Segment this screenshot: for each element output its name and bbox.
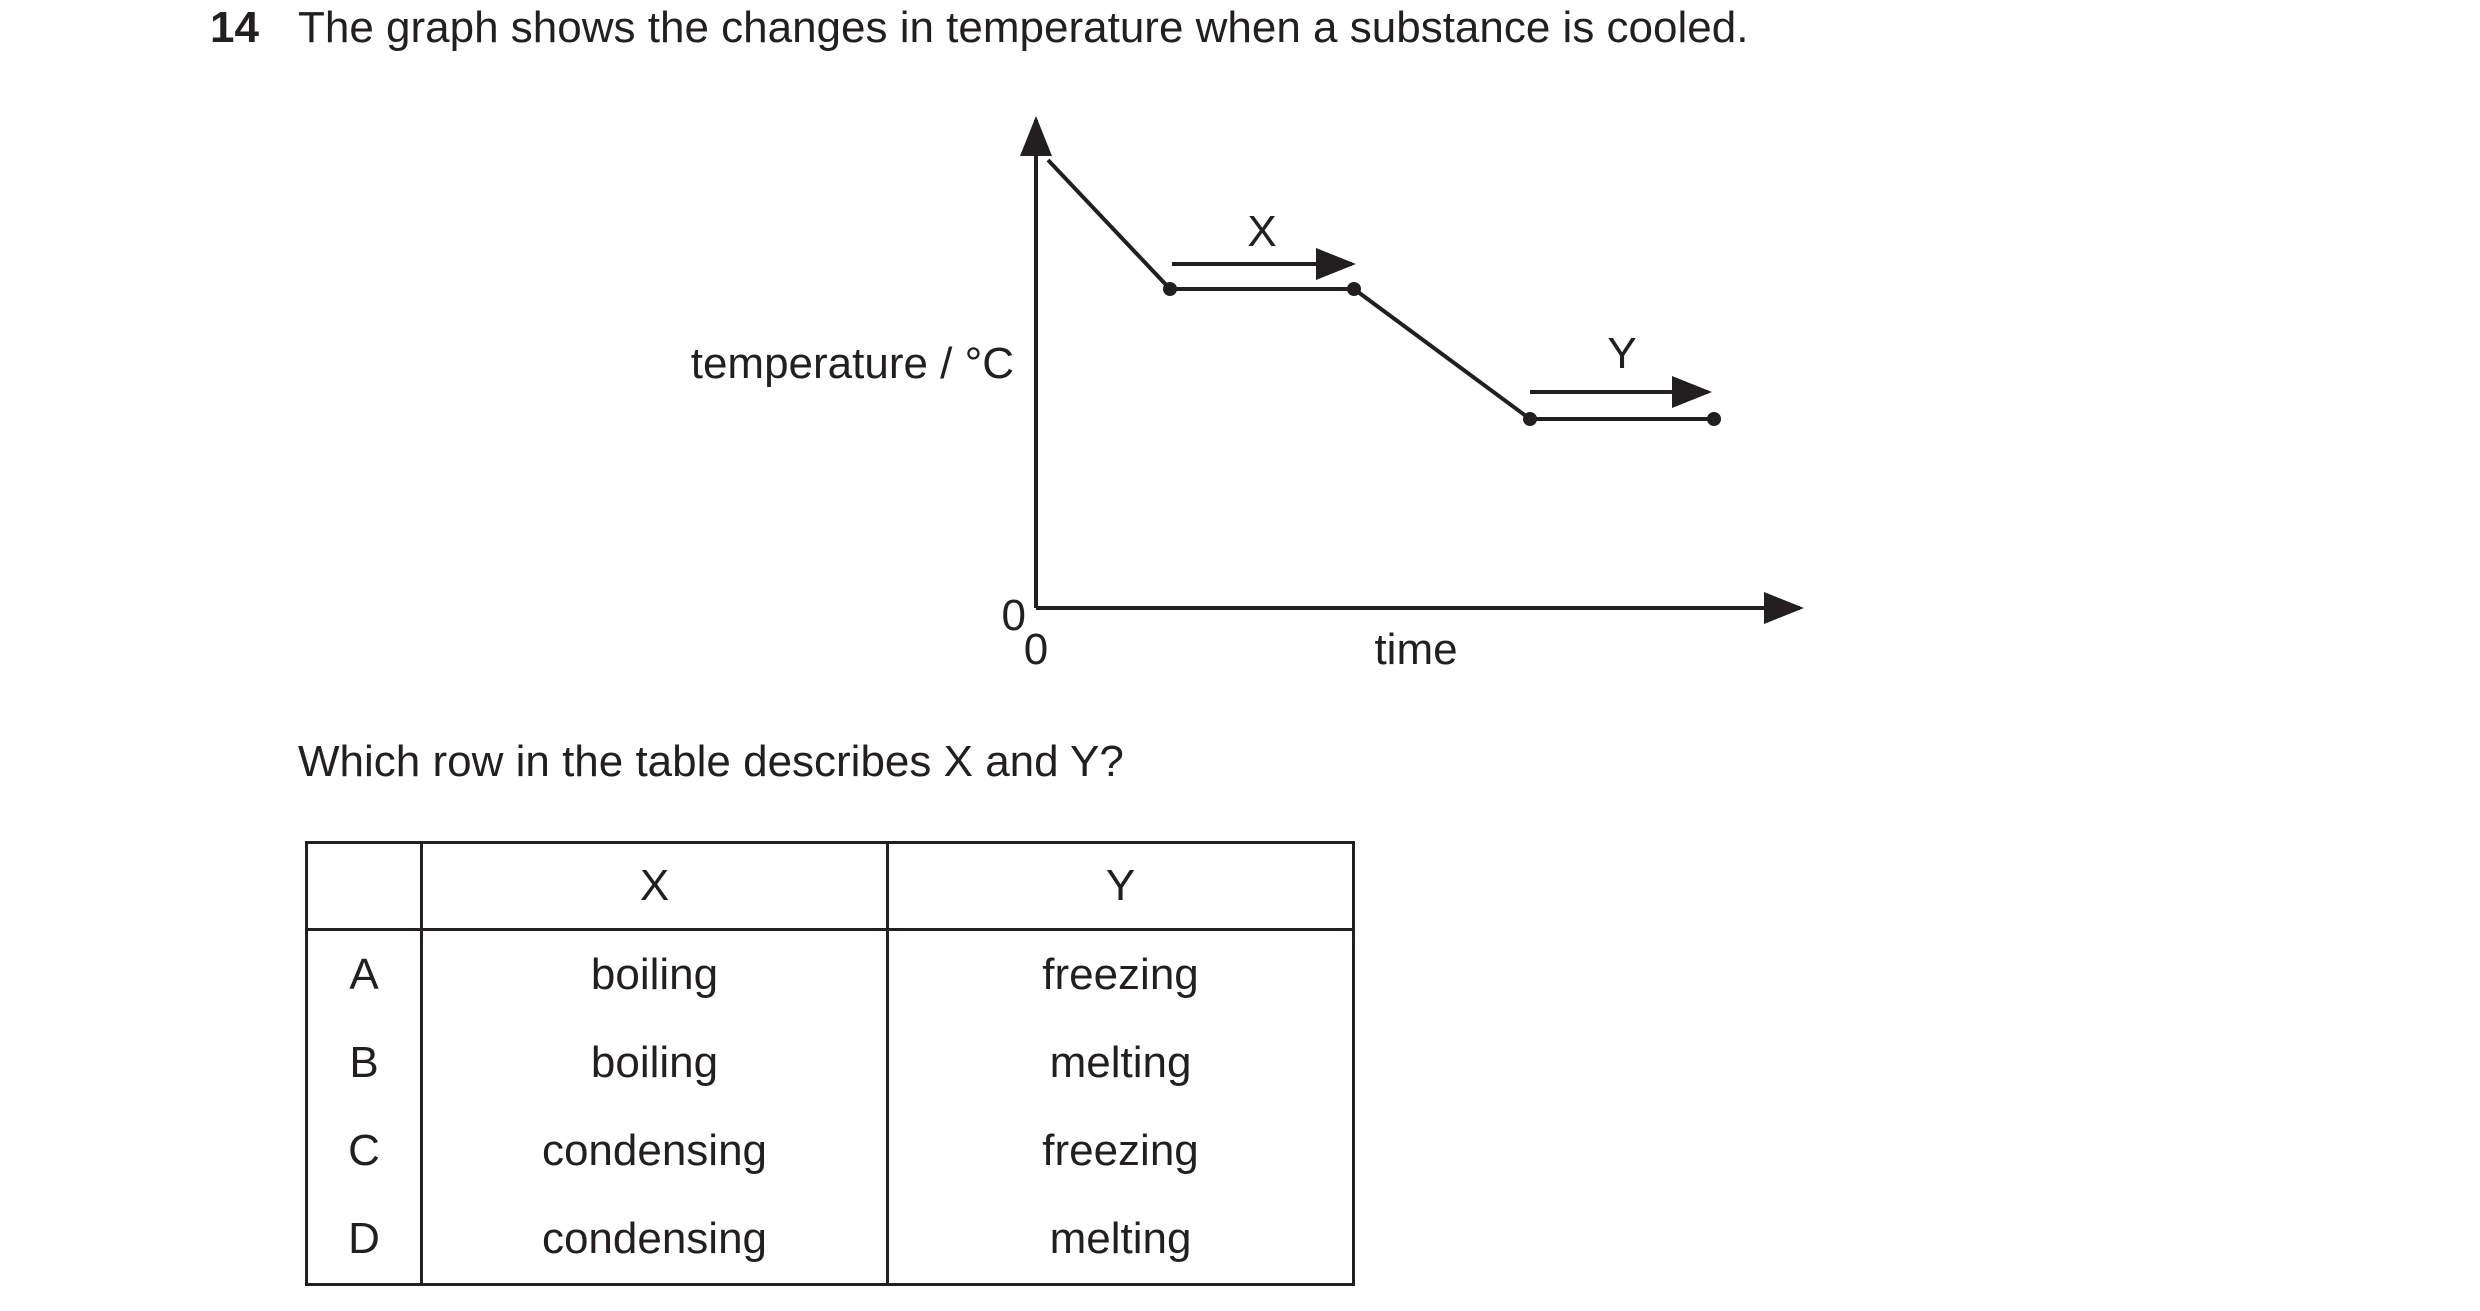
header-cell: Y [888,843,1354,930]
curve-point [1523,412,1537,426]
table-header-row [307,843,1354,930]
cell-x: condensing [422,1107,888,1195]
cell-x: boiling [422,930,888,1020]
sub-question-text: Which row in the table describes X and Y? [298,737,1124,786]
curve-point [1347,282,1361,296]
cell-y: freezing [888,930,1354,1020]
answer-table [305,841,1355,1286]
header-cell [307,843,422,930]
table-row [307,1195,1354,1285]
y-axis-label: temperature / °C [690,339,1014,388]
row-letter: B [307,1019,422,1107]
curve-point [1707,412,1721,426]
cell-x: boiling [422,1019,888,1107]
curve-point [1163,282,1177,296]
y-origin-label: 0 [1001,591,1026,640]
header-cell: X [422,843,888,930]
table-row [307,1019,1354,1107]
cell-y: melting [888,1019,1354,1107]
question-number: 14 [210,3,259,52]
label-y: Y [1607,329,1637,378]
x-origin-label: 0 [1023,625,1049,674]
row-letter: C [307,1107,422,1195]
x-axis-label: time [1374,625,1458,674]
table-row [307,1107,1354,1195]
table-row [307,930,1354,1020]
question-text: The graph shows the changes in temperature when a substance is cooled. [298,3,1749,52]
cell-y: freezing [888,1107,1354,1195]
label-x: X [1247,207,1277,256]
row-letter: A [307,930,422,1020]
cell-x: condensing [422,1195,888,1285]
cooling-curve [1048,160,1714,419]
row-letter: D [307,1195,422,1285]
cell-y: melting [888,1195,1354,1285]
